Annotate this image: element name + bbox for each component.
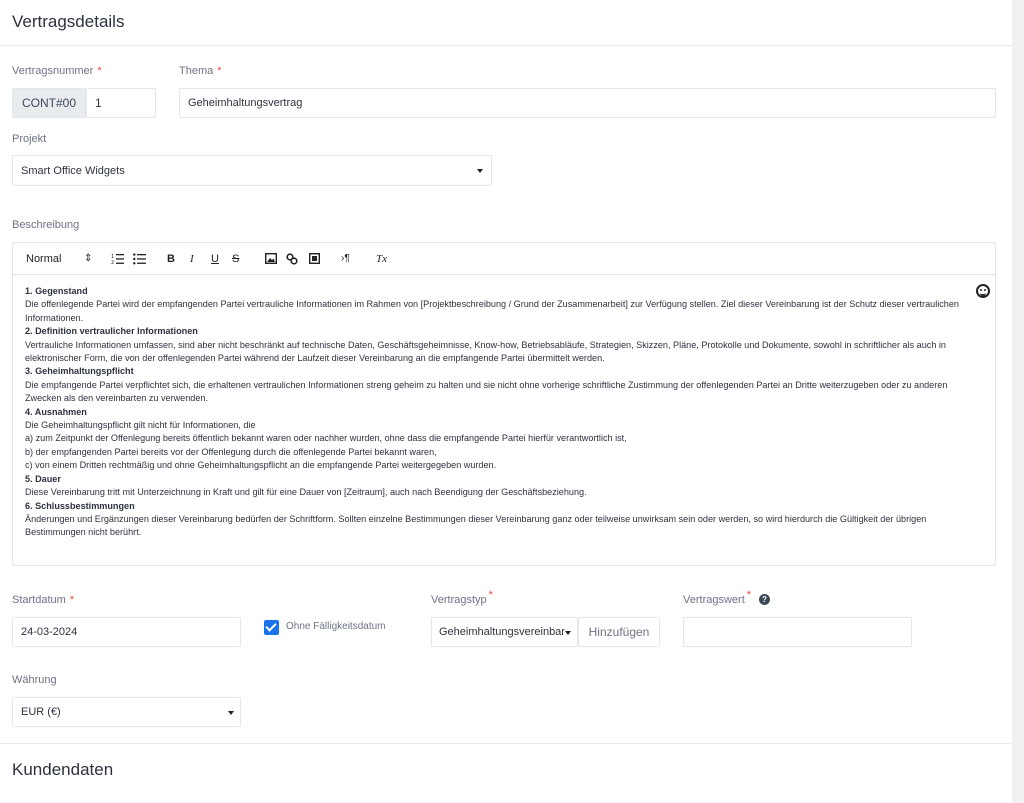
vertragstyp-add-button[interactable]: Hinzufügen — [578, 617, 660, 647]
thema-input[interactable]: Geheimhaltungsvertrag — [179, 88, 996, 118]
required-marker: * — [746, 589, 752, 601]
vertragsnummer-input[interactable]: 1 — [86, 88, 156, 118]
projekt-select[interactable] — [12, 155, 492, 186]
thema-label-text: Thema — [179, 65, 214, 77]
beschreibung-label: Beschreibung — [12, 219, 80, 231]
paragraph-direction-button[interactable]: ›¶ — [341, 253, 350, 264]
required-marker: * — [217, 65, 222, 77]
editor-content[interactable] — [25, 285, 985, 540]
vertragswert-input[interactable] — [683, 617, 912, 647]
projekt-label: Projekt — [12, 133, 47, 145]
bullet-list-icon[interactable] — [133, 253, 146, 265]
editor-text-line: Die Geheimhaltungspflicht gilt nicht für Informationen, die — [25, 420, 256, 431]
editor-heading: 6. Schlussbestimmungen — [25, 500, 135, 511]
waehrung-select[interactable] — [12, 697, 241, 727]
waehrung-select-value: EUR (€) — [21, 706, 61, 718]
editor-heading: 5. Dauer — [25, 473, 61, 484]
ohne-faelligkeit-label: Ohne Fälligkeitsdatum — [286, 621, 386, 632]
editor-text-line: Vertrauliche Informationen umfassen, sind aber nicht beschränkt auf technische Daten, Geschäftsgeheimnisse, Know-how, Betriebsabläufe, Strategien, Skizzen, Pläne, Protokolle und Dokumente, sowohl in schriftlicher als auch in elektronischer Form, die von der offenlegenden Partei während der Laufzeit dieser Vereinbarung an die empfangende Partei übermittelt werden. — [25, 339, 946, 364]
editor-text-line: b) der empfangenden Partei bereits vor der Offenlegung durch die offenlegende Partei bekannt waren, — [25, 446, 437, 457]
underline-button[interactable]: U — [211, 253, 219, 265]
ohne-faelligkeit-checkbox[interactable] — [264, 620, 279, 635]
waehrung-label: Währung — [12, 674, 57, 686]
editor-heading: 4. Ausnahmen — [25, 406, 87, 417]
required-marker: * — [97, 65, 102, 77]
editor-toolbar — [13, 243, 995, 275]
startdatum-label — [12, 594, 74, 606]
editor-text-line: Diese Vereinbarung tritt mit Unterzeichnung in Kraft und gilt für eine Dauer von [Zeitraum], auch nach Beendigung der Geschäftsbeziehung. — [25, 487, 587, 498]
format-select-arrow-icon: ⇕ — [84, 253, 93, 264]
editor-text-line: Die offenlegende Partei wird der empfangenden Partei vertrauliche Informationen im Rahmen von [Projektbeschreibung / Grund der Zusammenarbeit] zur Verfügung stellen. Ziel dieser Vereinbarung ist der Schutz dieser vertraulichen Informationen. — [25, 299, 959, 323]
editor-text-line: Änderungen und Ergänzungen dieser Vereinbarung bedürfen der Schriftform. Sollten einzelne Bestimmungen dieser Vereinbarung ganz oder teilweise unwirksam sein oder werden, so wird hierdurch die Gültigkeit der übrigen Bestimmungen nicht berührt. — [25, 513, 927, 538]
format-select[interactable]: Normal — [26, 253, 62, 265]
vertragstyp-label — [431, 589, 493, 606]
thema-label — [179, 65, 222, 77]
vertragstyp-select[interactable] — [431, 617, 578, 647]
vertragstyp-label-text: Vertragstyp — [431, 594, 487, 606]
italic-button[interactable]: I — [190, 253, 194, 265]
ordered-list-icon[interactable] — [111, 253, 124, 265]
editor-text-line: a) zum Zeitpunkt der Offenlegung bereits öffentlich bekannt waren oder nachher wurden, ohne dass die empfangende Partei hierfür verantwortlich ist, — [25, 433, 627, 444]
svg-text:2: 2 — [111, 260, 115, 265]
required-marker: * — [69, 594, 75, 606]
bold-button[interactable]: B — [167, 253, 175, 265]
scrollbar[interactable] — [1012, 0, 1024, 803]
vertragsnummer-label-text: Vertragsnummer — [12, 65, 94, 77]
editor-heading: 2. Definition vertraulicher Informationen — [25, 326, 198, 337]
video-icon[interactable] — [309, 253, 320, 264]
editor-text-line: c) von einem Dritten rechtmäßig und ohne Geheimhaltungspflicht an die empfangende Partei weitergegeben wurden. — [25, 460, 497, 471]
vertragswert-label — [683, 589, 752, 606]
section-title-kundendaten: Kundendaten — [12, 760, 114, 779]
editor-heading: 3. Geheimhaltungspflicht — [25, 366, 134, 377]
startdatum-input[interactable]: 24-03-2024 — [12, 617, 241, 647]
rich-text-editor — [12, 242, 996, 566]
divider — [0, 45, 1012, 46]
vertragswert-label-text: Vertragswert — [683, 594, 745, 606]
image-icon[interactable] — [265, 253, 277, 264]
chevron-down-icon — [228, 711, 234, 715]
editor-heading: 1. Gegenstand — [25, 286, 88, 296]
help-icon[interactable]: ? — [759, 594, 770, 605]
editor-text-line: Die empfangende Partei verpflichtet sich, die erhaltenen vertraulichen Informationen streng geheim zu halten und sie nicht ohne vorherige schriftliche Zustimmung der offenlegenden Partei an Dritte weiterzugeben oder zu anderen Zwecken als den vereinbarten zu verwenden. — [25, 379, 948, 404]
vertragsnummer-label — [12, 65, 102, 77]
link-icon[interactable] — [286, 253, 298, 265]
section-title-vertragsdetails: Vertragsdetails — [12, 12, 125, 31]
svg-text:1: 1 — [111, 254, 115, 260]
vertragsnummer-prefix: CONT#00 — [12, 88, 86, 118]
strikethrough-button[interactable]: S — [232, 253, 240, 265]
chevron-down-icon — [565, 631, 571, 635]
vertragstyp-select-value: Geheimhaltungsvereinbar — [439, 626, 565, 638]
clear-format-button[interactable]: Tx — [376, 253, 387, 265]
chevron-down-icon — [477, 169, 483, 173]
projekt-select-value: Smart Office Widgets — [21, 164, 125, 177]
startdatum-label-text: Startdatum — [12, 594, 66, 606]
required-marker: * — [488, 589, 493, 601]
divider — [0, 743, 1012, 744]
